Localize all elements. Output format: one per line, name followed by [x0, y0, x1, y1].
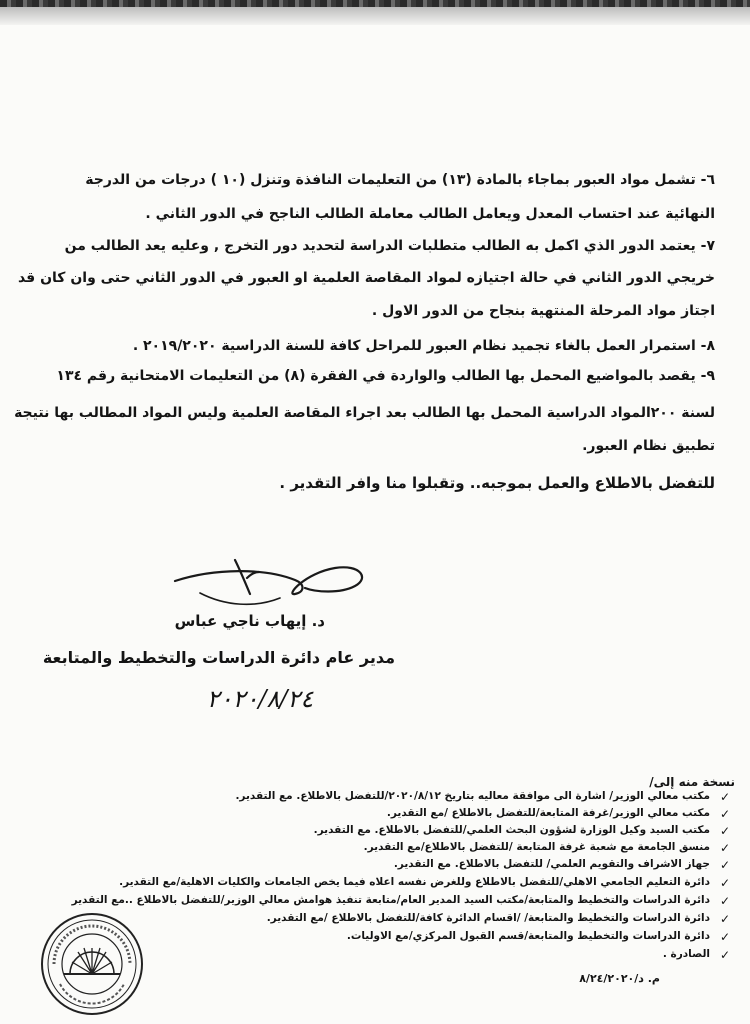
- paragraph-9-line-2: لسنة ٢٠٠المواد الدراسية المحمل بها الطالب بعد اجراء المقاصة العلمية وليس المواد المطالب بها نتيجة: [14, 405, 715, 421]
- list-item-text: الصادرة .: [662, 948, 710, 960]
- copy-to-header: نسخة منه إلى/: [649, 775, 735, 789]
- list-item-text: دائرة الدراسات والتخطيط والمتابعة/مكتب السيد المدير العام/متابعة تنفيذ هوامش معالي الوزير/للتفضل بالاطلاع ..مع التقدير: [71, 894, 710, 906]
- checkmark-icon: ✓: [719, 876, 731, 890]
- list-item-text: جهاز الاشراف والتقويم العلمي/ للتفضل بالاطلاع. مع التقدير.: [393, 858, 710, 870]
- signature-date: ٢٠٢٠/٨/٢٤: [206, 685, 314, 713]
- checkmark-icon: ✓: [719, 948, 731, 962]
- signatory-title: مدير عام دائرة الدراسات والتخطيط والمتابعة: [42, 648, 395, 667]
- list-item: [119, 876, 731, 890]
- checkmark-icon: ✓: [719, 894, 731, 908]
- signatory-name: د. إيهاب ناجي عباس: [174, 612, 325, 630]
- checkmark-icon: ✓: [719, 824, 731, 838]
- list-item-text: مكتب السيد وكيل الوزارة لشؤون البحث العلمي/للتفضل بالاطلاع. مع التقدير.: [313, 824, 710, 836]
- checkmark-icon: ✓: [719, 790, 731, 804]
- list-item: [150, 930, 731, 944]
- list-item: [150, 948, 731, 962]
- list-item-text: دائرة الدراسات والتخطيط والمتابعة/قسم القبول المركزي/مع الاوليات.: [346, 930, 710, 942]
- paragraph-7-line-1: ٧- يعتمد الدور الذي اكمل به الطالب متطلبات الدراسة لتحديد دور التخرج , وعليه يعد الطالب من: [64, 238, 715, 254]
- list-item-text: مكتب معالي الوزير/غرفة المتابعة/للتفضل بالاطلاع /مع التقدير.: [386, 807, 710, 819]
- list-item-text: مكتب معالي الوزير/ اشارة الى موافقة معاليه بتاريخ ٢٠٢٠/٨/١٢/للتفضل بالاطلاع. مع التقدير.: [235, 790, 710, 802]
- checkmark-icon: ✓: [719, 912, 731, 926]
- scanner-edge: [0, 0, 750, 7]
- list-item-text: دائرة الدراسات والتخطيط والمتابعة/ /اقسام الدائرة كافة/للتفضل بالاطلاع /مع التقدير.: [266, 912, 710, 924]
- list-item: [150, 824, 731, 838]
- list-item-text: منسق الجامعة مع شعبة غرفة المتابعة /للتفضل بالاطلاع/مع التقدير.: [363, 841, 710, 853]
- paragraph-8: ٨- استمرار العمل بالغاء تجميد نظام العبور للمراحل كافة للسنة الدراسية ٢٠١٩/٢٠٢٠ .: [132, 338, 715, 354]
- list-item: [150, 858, 731, 872]
- outgoing-reference: م. د/٨/٢٤/٢٠٢٠: [579, 972, 660, 985]
- list-item: [150, 790, 731, 804]
- checkmark-icon: ✓: [719, 930, 731, 944]
- handwritten-signature: [155, 548, 385, 618]
- paragraph-7-line-3: اجتاز مواد المرحلة المنتهية بنجاح من الدور الاول .: [371, 303, 715, 319]
- paragraph-9-line-1: ٩- يقصد بالمواضيع المحمل بها الطالب والواردة في الفقرة (٨) من التعليمات الامتحانية رقم ١٣٤: [56, 368, 715, 384]
- closing-sentence: للتفضل بالاطلاع والعمل بموجبه.. وتقبلوا منا وافر التقدير .: [279, 474, 715, 492]
- list-item: [150, 807, 731, 821]
- checkmark-icon: ✓: [719, 807, 731, 821]
- paragraph-6-line-2: النهائية عند احتساب المعدل ويعامل الطالب معاملة الطالب الناجح في الدور الثاني .: [145, 206, 715, 222]
- list-item: [150, 912, 731, 926]
- list-item: [71, 894, 731, 908]
- checkmark-icon: ✓: [719, 858, 731, 872]
- list-item-text: دائرة التعليم الجامعي الاهلي/للتفضل بالاطلاع وللغرض نفسه اعلاه فيما يخص الجامعات والكليات الاهلية/مع التقدير.: [119, 876, 710, 888]
- checkmark-icon: ✓: [719, 841, 731, 855]
- paragraph-6-line-1: ٦- تشمل مواد العبور بماجاء بالمادة (١٣) من التعليمات النافذة وتنزل (١٠ ) درجات من الدرجة: [85, 172, 715, 188]
- paragraph-9-line-3: تطبيق نظام العبور.: [582, 438, 715, 454]
- paragraph-7-line-2: خريجي الدور الثاني في حالة اجتيازه لمواد المقاصة العلمية او العبور في الدور الثاني حتى وان كان قد: [17, 270, 715, 286]
- list-item: [150, 841, 731, 855]
- scan-shadow: [0, 7, 750, 25]
- ministry-seal-icon: [40, 912, 144, 1016]
